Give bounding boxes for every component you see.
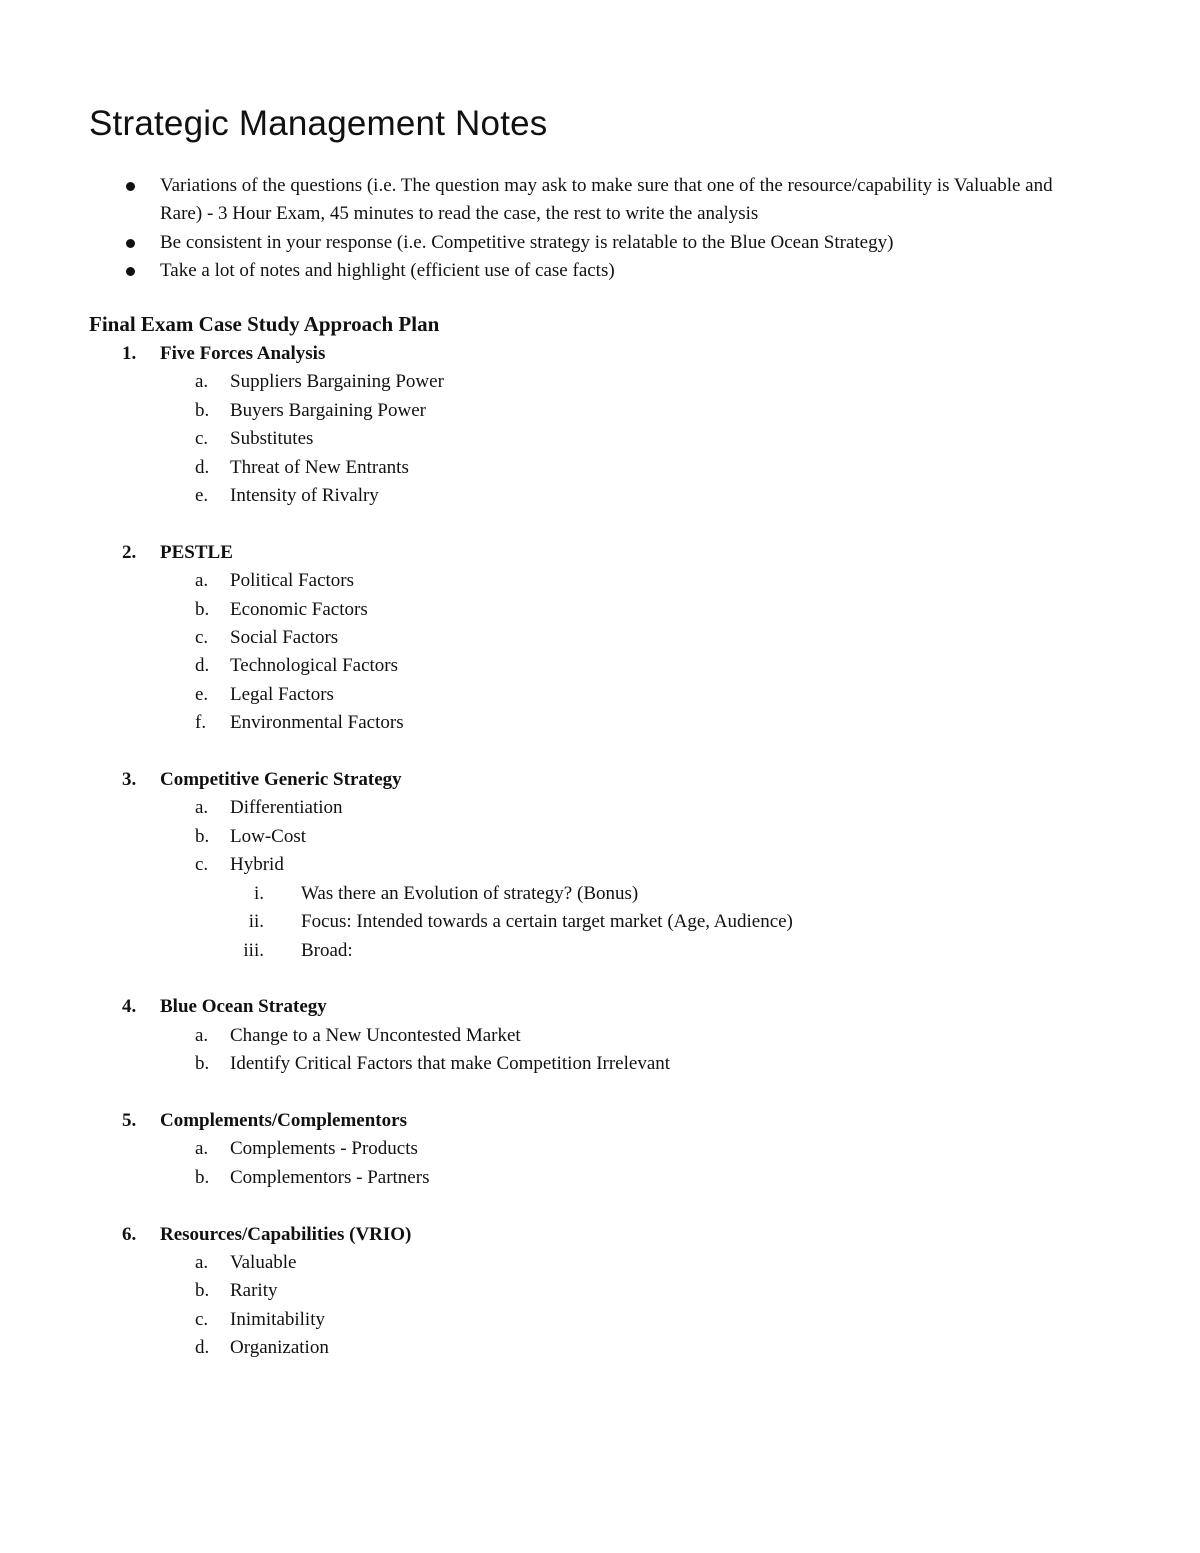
list-item: [0, 1277, 1200, 1305]
list-item: [0, 1164, 1200, 1192]
document-title: Strategic Management Notes: [89, 104, 548, 143]
item-letter: a.: [195, 1024, 209, 1046]
item-text: Identify Critical Factors that make Competition Irrelevant: [230, 1053, 671, 1075]
list-item: [0, 397, 1200, 425]
item-text: Threat of New Entrants: [230, 456, 409, 478]
item-text: Substitutes: [230, 428, 314, 450]
item-letter: b.: [195, 399, 210, 421]
item-letter: d.: [195, 1337, 210, 1359]
item-roman: i.: [253, 882, 264, 904]
item-letter: b.: [195, 1280, 210, 1302]
bullet-dot-icon: [126, 239, 135, 248]
item-text: Valuable: [230, 1251, 297, 1273]
item-letter: b.: [195, 825, 210, 847]
item-letter: a.: [195, 1138, 209, 1160]
plan-step: [0, 539, 1200, 738]
list-item: [0, 1022, 1200, 1050]
item-text: Change to a New Uncontested Market: [230, 1024, 521, 1046]
item-text: Political Factors: [230, 570, 355, 592]
item-text: Legal Factors: [230, 683, 334, 705]
nested-list-item: [0, 937, 1200, 965]
list-item: [0, 1334, 1200, 1362]
list-item: [0, 454, 1200, 482]
bullet-text: Take a lot of notes and highlight (efficient use of case facts): [160, 259, 615, 281]
item-letter: b.: [195, 1166, 210, 1188]
bullet-dot-icon: [126, 182, 135, 191]
item-text: Economic Factors: [230, 598, 368, 620]
item-letter: a.: [195, 797, 209, 819]
plan-step: [0, 993, 1200, 1078]
plan-step: [0, 1107, 1200, 1192]
step-number: 3.: [122, 769, 137, 791]
item-text: Low-Cost: [230, 825, 306, 847]
step-title-text: Complements/Complementors: [160, 1109, 407, 1131]
list-item: [0, 368, 1200, 396]
item-text: Complements - Products: [230, 1138, 418, 1160]
item-text: Inimitability: [230, 1308, 325, 1330]
bullet-item: [0, 172, 1080, 229]
item-letter: a.: [195, 570, 209, 592]
item-text: Organization: [230, 1337, 329, 1359]
item-text: Was there an Evolution of strategy? (Bonus): [301, 882, 639, 904]
plan-step: [0, 1221, 1200, 1363]
list-item: [0, 652, 1200, 680]
item-text: Differentiation: [230, 797, 343, 819]
bullet-item: [0, 229, 1080, 257]
step-title-text: Resources/Capabilities (VRIO): [160, 1223, 412, 1245]
item-letter: b.: [195, 598, 210, 620]
step-title-text: Five Forces Analysis: [160, 343, 326, 364]
list-item: [0, 823, 1200, 851]
step-title: [0, 539, 1200, 567]
item-letter: d.: [195, 456, 210, 478]
item-text: Broad:: [301, 939, 353, 961]
step-number: 1.: [122, 343, 137, 364]
item-text: Suppliers Bargaining Power: [230, 371, 444, 393]
step-title: [0, 1221, 1200, 1249]
step-number: 4.: [122, 996, 137, 1018]
list-item: [0, 709, 1200, 737]
step-title-text: Blue Ocean Strategy: [160, 996, 327, 1018]
bullet-dot-icon: [126, 267, 135, 276]
item-letter: a.: [195, 371, 209, 393]
item-text: Environmental Factors: [230, 712, 404, 734]
item-letter: c.: [195, 627, 209, 649]
item-letter: b.: [195, 1053, 210, 1075]
item-text: Rarity: [230, 1280, 278, 1302]
item-letter: c.: [195, 428, 209, 450]
step-title: [0, 766, 1200, 794]
list-item: [0, 1249, 1200, 1277]
item-letter: a.: [195, 1251, 209, 1273]
item-roman: ii.: [248, 911, 264, 933]
item-text: Intensity of Rivalry: [230, 485, 379, 507]
list-item: [0, 851, 1200, 879]
list-item: [0, 596, 1200, 624]
step-title: [0, 1107, 1200, 1135]
plan-step: [0, 340, 1200, 510]
item-letter: d.: [195, 655, 210, 677]
notes-bullet-list: [0, 172, 1200, 285]
item-letter: f.: [195, 712, 207, 734]
item-letter: e.: [195, 683, 209, 705]
list-item: [0, 425, 1200, 453]
list-item: [0, 1135, 1200, 1163]
step-title: [0, 993, 1200, 1021]
step-title-text: PESTLE: [160, 541, 233, 563]
item-text: Technological Factors: [230, 655, 399, 677]
item-text: Hybrid: [230, 854, 284, 876]
item-roman: iii.: [243, 939, 264, 961]
list-item: [0, 681, 1200, 709]
plan-heading: Final Exam Case Study Approach Plan: [89, 312, 440, 336]
nested-list-item: [0, 880, 1200, 908]
step-title-text: Competitive Generic Strategy: [160, 769, 402, 791]
list-item: [0, 1050, 1200, 1078]
plan-step: [0, 766, 1200, 965]
item-text: Focus: Intended towards a certain target market (Age, Audience): [301, 911, 793, 933]
item-text: Buyers Bargaining Power: [230, 399, 426, 421]
step-number: 6.: [122, 1223, 137, 1245]
nested-list-item: [0, 908, 1200, 936]
item-letter: c.: [195, 1308, 209, 1330]
item-letter: c.: [195, 854, 209, 876]
list-item: [0, 482, 1200, 510]
bullet-text: Variations of the questions (i.e. The question may ask to make sure that one of the resource/capability is Valuable and Rare) - 3 Hour Exam, 45 minutes to read the case, the rest to write the analysis: [160, 175, 1053, 225]
item-letter: e.: [195, 485, 209, 507]
step-number: 5.: [122, 1109, 137, 1131]
list-item: [0, 567, 1200, 595]
list-item: [0, 794, 1200, 822]
approach-plan-list: [0, 340, 1200, 1391]
list-item: [0, 1306, 1200, 1334]
item-text: Complementors - Partners: [230, 1166, 430, 1188]
step-title: [0, 340, 1200, 368]
bullet-item: [0, 257, 1080, 285]
bullet-text: Be consistent in your response (i.e. Competitive strategy is relatable to the Blue Ocean Strategy): [160, 231, 894, 253]
list-item: [0, 624, 1200, 652]
item-text: Social Factors: [230, 627, 339, 649]
step-number: 2.: [122, 541, 137, 563]
